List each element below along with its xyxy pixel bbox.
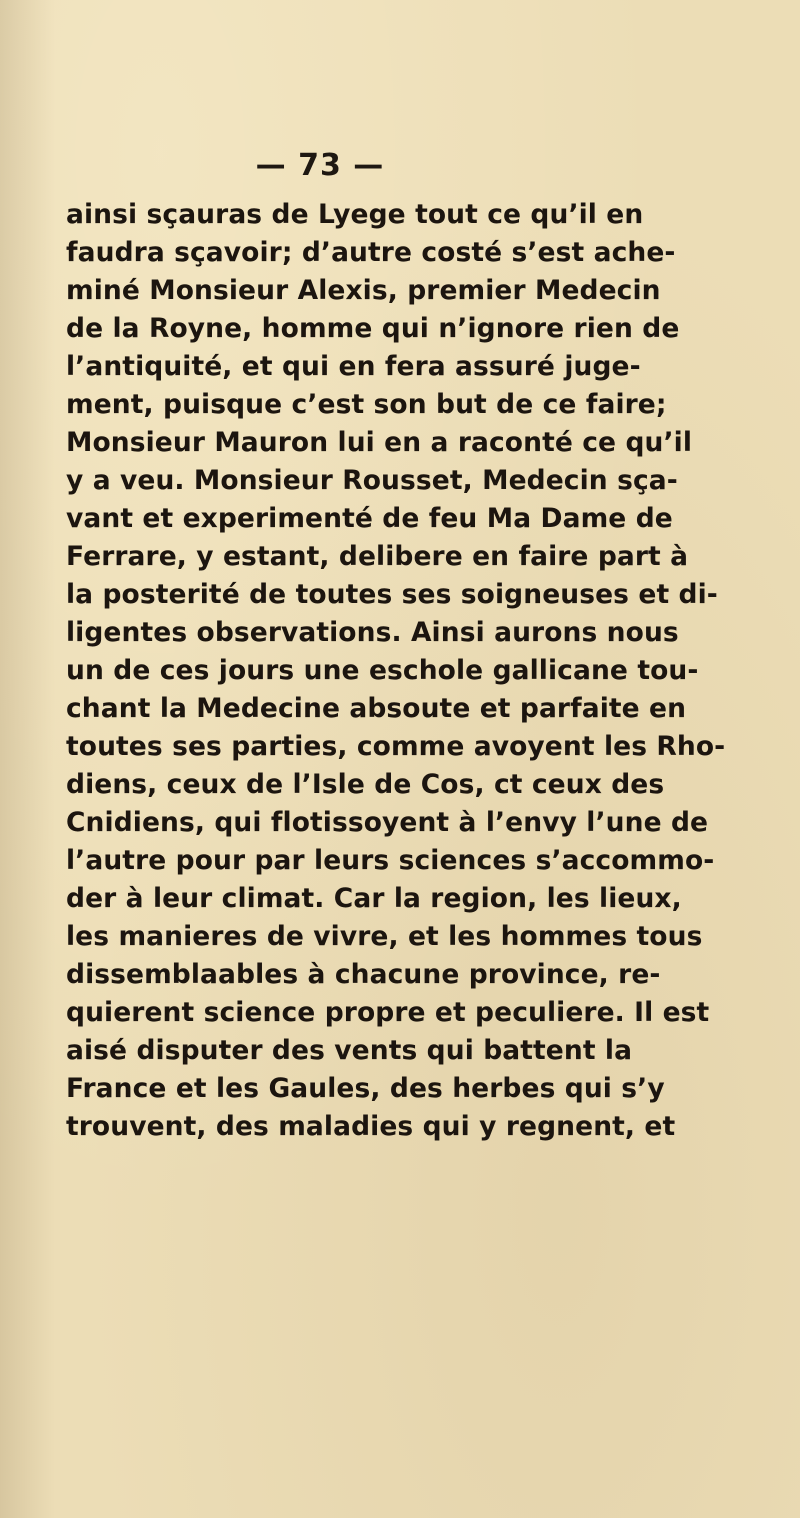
text-line-17: Cnidiens, qui flotissoyent à l’envy l’une de: [66, 807, 709, 838]
body-text: [66, 196, 746, 1146]
text-line-8: y a veu. Monsieur Rousset, Medecin sça-: [66, 465, 678, 496]
text-line-19: der à leur climat. Car la region, les lieux,: [66, 883, 682, 914]
text-line-18: l’autre pour par leurs sciences s’accommo-: [66, 845, 715, 876]
text-line-20: les manieres de vivre, et les hommes tous: [66, 921, 703, 952]
text-line-25: trouvent, des maladies qui y regnent, et: [66, 1111, 676, 1142]
text-line-3: miné Monsieur Alexis, premier Medecin: [66, 275, 661, 306]
text-line-10: Ferrare, y estant, delibere en faire part à: [66, 541, 689, 572]
text-line-12: ligentes observations. Ainsi aurons nous: [66, 617, 679, 648]
page-number: — 73 —: [255, 148, 385, 183]
text-line-22: quierent science propre et peculiere. Il est: [66, 997, 710, 1028]
text-line-15: toutes ses parties, comme avoyent les Rho-: [66, 731, 726, 762]
text-line-4: de la Royne, homme qui n’ignore rien de: [66, 313, 680, 344]
text-line-6: ment, puisque c’est son but de ce faire;: [66, 389, 667, 420]
text-line-24: France et les Gaules, des herbes qui s’y: [66, 1073, 665, 1104]
page-gutter-shadow: [0, 0, 55, 1518]
text-line-1: ainsi sçauras de Lyege tout ce qu’il en: [66, 199, 644, 230]
text-line-23: aisé disputer des vents qui battent la: [66, 1035, 633, 1066]
text-line-7: Monsieur Mauron lui en a raconté ce qu’il: [66, 427, 693, 458]
text-line-2: faudra sçavoir; d’autre costé s’est ache-: [66, 237, 676, 268]
text-line-11: la posterité de toutes ses soigneuses et di-: [66, 579, 718, 610]
text-line-21: dissemblaables à chacune province, re-: [66, 959, 661, 990]
text-line-14: chant la Medecine absoute et parfaite en: [66, 693, 687, 724]
text-line-5: l’antiquité, et qui en fera assuré juge-: [66, 351, 641, 382]
text-line-9: vant et experimenté de feu Ma Dame de: [66, 503, 673, 534]
text-line-13: un de ces jours une eschole gallicane tou-: [66, 655, 699, 686]
text-line-16: diens, ceux de l’Isle de Cos, ct ceux des: [66, 769, 665, 800]
